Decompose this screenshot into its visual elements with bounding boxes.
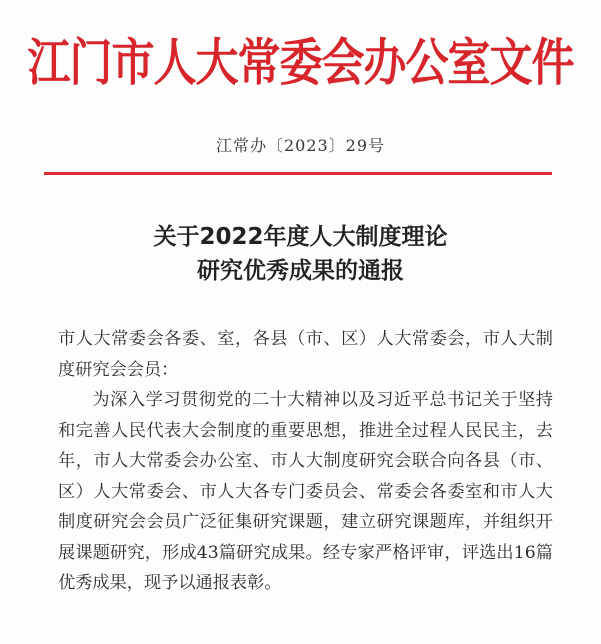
- red-separator-line: [44, 172, 552, 175]
- red-masthead-title: 江门市人大常委会办公室文件: [27, 33, 574, 93]
- notice-title-line-2: 研究优秀成果的通报: [197, 258, 404, 284]
- body-paragraph: 为深入学习贯彻党的二十大精神以及习近平总书记关于坚持和完善人民代表大会制度的重要思想，推进全过程人民民主，去年，市人大常委会办公室、市人大制度研究会联合向各县（市、区）人大常委会、市人大各专门委员会、常委会各委室和市人大制度研究会会员广泛征集研究课题，建立研究课题库，并组织开展课题研究，形成43篇研究成果。经专家严格评审，评选出16篇优秀成果，现予以通报表彰。: [58, 390, 553, 593]
- notice-body: [58, 324, 553, 599]
- salutation: 市人大常委会各委、室，各县（市、区）人大常委会，市人大制度研究会会员：: [58, 329, 553, 380]
- notice-title-line-1: 关于2022年度人大制度理论: [153, 224, 448, 250]
- document-number: 江常办〔2023〕29号: [215, 136, 386, 155]
